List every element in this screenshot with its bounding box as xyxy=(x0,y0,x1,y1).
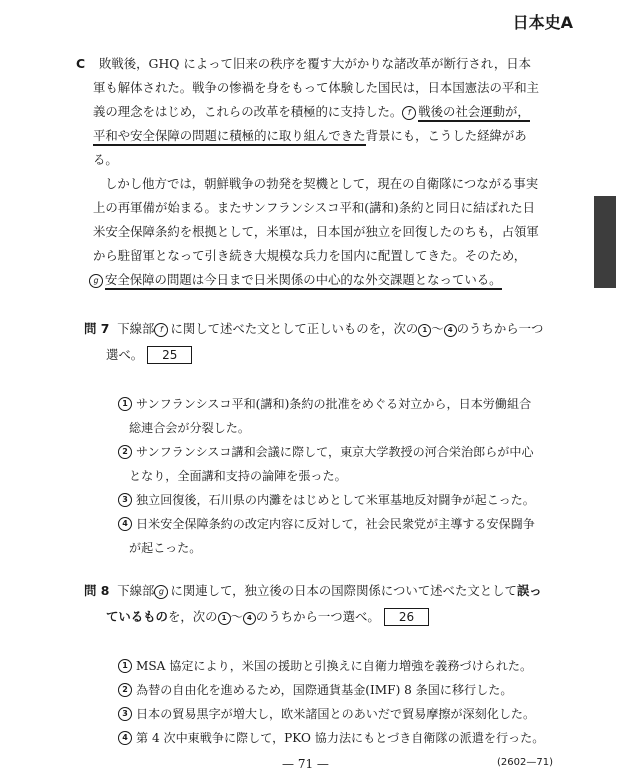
option-number: 3 xyxy=(118,493,132,507)
passage-c xyxy=(76,52,543,292)
passage-text: 義の理念をはじめ，これらの改革を積極的に支持した。 xyxy=(93,104,403,119)
option-number: 2 xyxy=(118,683,132,697)
section-tab-marker xyxy=(594,196,616,288)
passage-line xyxy=(93,124,543,148)
question-line xyxy=(84,316,554,342)
question-label: 問 8 xyxy=(84,583,110,598)
question-text: のうちから一つ選べ。 xyxy=(255,609,380,624)
option-item[interactable] xyxy=(118,488,558,512)
option-number: 3 xyxy=(118,707,132,721)
option-text: 日米安全保障条約の改定内容に反対して，社会民衆党が主導する安保闘争 xyxy=(136,517,535,531)
question-label: 問 7 xyxy=(84,321,110,336)
passage-line xyxy=(76,52,543,76)
passage-line xyxy=(93,220,543,244)
option-item-continued xyxy=(118,416,558,440)
passage-text: る。 xyxy=(93,152,118,167)
range-start-marker: 1 xyxy=(418,324,431,337)
emphasis-text: 誤っ xyxy=(516,583,542,598)
question-text: 下線部 xyxy=(117,583,155,598)
range-end-marker: 4 xyxy=(243,612,256,625)
page-number: — 71 — xyxy=(282,757,329,771)
underline-f: 平和や安全保障の問題に積極的に取り組んできた xyxy=(93,128,366,146)
range-sep: 〜 xyxy=(230,609,243,624)
question-text: に関して述べた文として正しいものを，次の xyxy=(170,321,419,336)
question-7 xyxy=(84,316,554,368)
passage-line xyxy=(93,172,543,196)
option-number: 4 xyxy=(118,731,132,745)
question-8 xyxy=(84,578,554,630)
page-title: 日本史A xyxy=(512,13,573,32)
passage-line xyxy=(89,268,543,292)
answer-box-26[interactable]: 26 xyxy=(384,608,429,626)
passage-line xyxy=(93,148,543,172)
option-number: 4 xyxy=(118,517,132,531)
option-item-continued xyxy=(118,536,558,560)
passage-line xyxy=(93,196,543,220)
option-text: 独立回復後，石川県の内灘をはじめとして米軍基地反対闘争が起こった。 xyxy=(136,493,535,507)
passage-text: 米安全保障条約を根拠として，米軍は，日本国が独立を回復したのちも，占領軍 xyxy=(93,224,539,239)
passage-text: しかし他方では，朝鮮戦争の勃発を契機として，現在の自衛隊につながる事実 xyxy=(105,176,539,191)
option-item[interactable] xyxy=(118,512,558,536)
option-item[interactable] xyxy=(118,726,558,750)
option-item[interactable] xyxy=(118,654,558,678)
passage-text: 上の再軍備が始まる。またサンフランシスコ平和(講和)条約と同日に結ばれた日 xyxy=(93,200,536,215)
option-text: サンフランシスコ講和会議に際して，東京大学教授の河合栄治郎らが中心 xyxy=(136,445,534,459)
option-item[interactable] xyxy=(118,440,558,464)
option-item-continued xyxy=(118,464,558,488)
passage-text: から駐留軍となって引き続き大規模な兵力を国内に配置してきた。そのため， xyxy=(93,248,527,263)
underline-marker-g: g xyxy=(89,274,103,288)
ref-marker-f: f xyxy=(154,323,168,337)
option-text: 日本の貿易黒字が増大し，欧米諸国とのあいだで貿易摩擦が深刻化した。 xyxy=(136,707,536,721)
question-text: のうちから一つ xyxy=(456,321,544,336)
q8-options xyxy=(118,654,558,750)
passage-text: 背景にも，こうした経緯があ xyxy=(365,128,527,143)
option-text: が起こった。 xyxy=(129,541,202,555)
underline-f: 戦後の社会運動が， xyxy=(418,104,530,122)
option-item[interactable] xyxy=(118,392,558,416)
option-number: 2 xyxy=(118,445,132,459)
question-line xyxy=(84,342,554,368)
question-text: 選べ。 xyxy=(106,347,144,362)
option-text: 為替の自由化を進めるため，国際通貨基金(IMF) 8 条国に移行した。 xyxy=(136,683,513,697)
option-text: サンフランシスコ平和(講和)条約の批准をめぐる対立から，日本労働組合 xyxy=(136,397,532,411)
question-text: に関連して，独立後の日本の国際関係について述べた文として xyxy=(170,583,517,598)
option-text: となり，全面講和支持の論陣を張った。 xyxy=(129,469,347,483)
underline-marker-f: f xyxy=(402,106,416,120)
option-text: 総連合会が分裂した。 xyxy=(129,421,250,435)
question-text: 下線部 xyxy=(117,321,155,336)
underline-g: 安全保障の問題は今日まで日米関係の中心的な外交課題となっている。 xyxy=(105,272,502,290)
range-end-marker: 4 xyxy=(444,324,457,337)
option-number: 1 xyxy=(118,397,132,411)
option-text: MSA 協定により，米国の援助と引換えに自衛力増強を義務づけられた。 xyxy=(136,659,533,673)
ref-marker-g: g xyxy=(154,585,168,599)
answer-box-25[interactable]: 25 xyxy=(147,346,192,364)
question-line xyxy=(84,604,554,630)
q7-options xyxy=(118,392,558,560)
exam-code: (2602—71) xyxy=(497,757,553,768)
passage-text: 敗戦後，GHQ によって旧来の秩序を覆す大がかりな諸改革が断行され，日本 xyxy=(99,56,532,71)
emphasis-text: ているもの xyxy=(106,609,168,624)
range-sep: 〜 xyxy=(431,321,444,336)
passage-line xyxy=(93,100,543,124)
passage-line xyxy=(93,244,543,268)
section-mark: C xyxy=(76,56,86,71)
passage-line xyxy=(93,76,543,100)
passage-text: 軍も解体された。戦争の惨禍を身をもって体験した国民は，日本国憲法の平和主 xyxy=(93,80,540,95)
option-number: 1 xyxy=(118,659,132,673)
question-line xyxy=(84,578,554,604)
option-text: 第 4 次中東戦争に際して，PKO 協力法にもとづき自衛隊の派遣を行った。 xyxy=(136,731,545,745)
question-text: を，次の xyxy=(167,609,218,624)
option-item[interactable] xyxy=(118,678,558,702)
range-start-marker: 1 xyxy=(218,612,231,625)
option-item[interactable] xyxy=(118,702,558,726)
